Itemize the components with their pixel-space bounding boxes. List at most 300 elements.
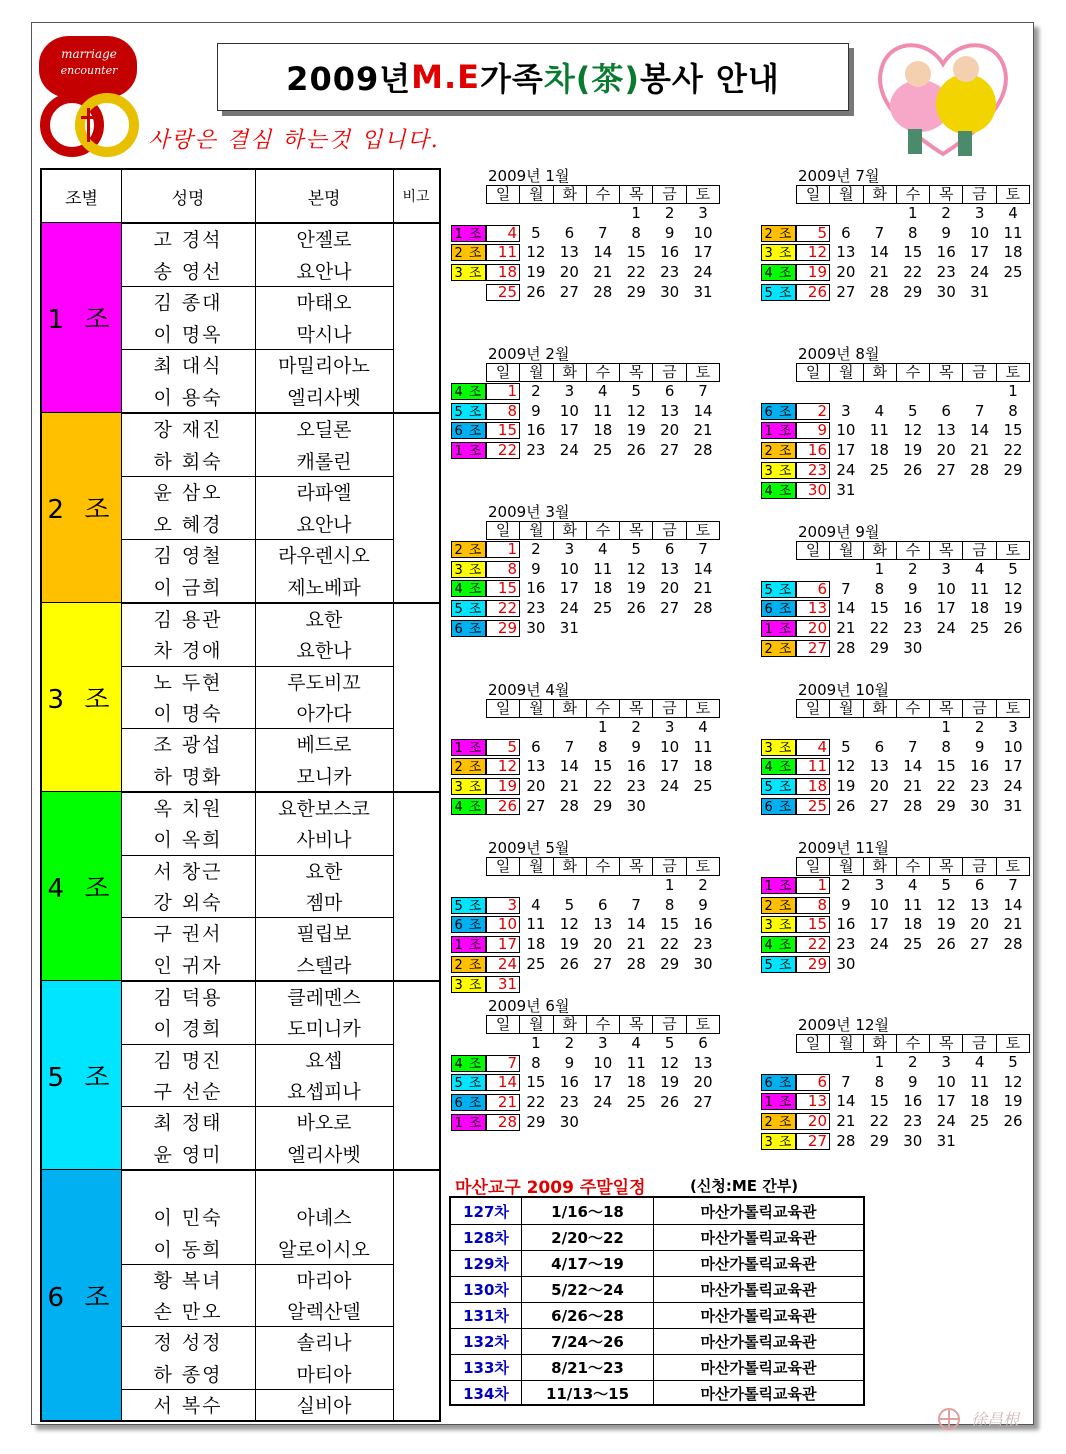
weekday-label: 금 [962,1035,995,1052]
sunday-date: 13 [796,1093,830,1110]
member-baptismal-name: 필립보 [296,923,352,946]
schedule-date: 2/20～22 [521,1225,653,1250]
group-badge: 2 조 [761,897,796,914]
member-name: 김 명진 [153,1049,223,1072]
group-badge: 1 조 [761,877,796,894]
member-baptismal-name: 마태오 [296,292,352,315]
calendar-date: 29 [593,796,613,815]
group-badge: 3 조 [451,561,486,578]
sunday-date: 29 [486,620,520,637]
sunday-date: 4 [486,225,520,242]
member-name: 구 권서 [153,923,223,946]
weekday-label: 화 [553,1016,586,1033]
sunday-date: 10 [486,916,520,933]
calendar-weekday-header [486,521,720,540]
calendar-date: 8 [941,737,951,756]
group-label-3: 3 조 [42,603,121,791]
group-badge: 6 조 [761,403,796,420]
weekday-label: 일 [495,857,511,875]
calendar-date: 4 [974,1053,985,1071]
weekday-label: 월 [519,364,552,381]
calendar-date: 20 [660,579,680,598]
sunday-date: 8 [796,897,830,914]
calendar-date: 12 [660,1053,680,1072]
calendar-date: 27 [559,282,579,301]
weekday-label: 일 [495,363,511,381]
member-baptismal-name: 젬마 [305,892,343,915]
calendar-date: 1 [598,718,608,736]
calendar-date: 21 [1003,915,1023,934]
member-baptismal-name: 제노베파 [287,576,361,599]
weekday-label: 월 [829,858,862,875]
calendar-weekday-header [796,857,1030,876]
calendar-date: 21 [836,1112,856,1131]
calendar-date: 25 [970,619,990,638]
member-name: 김 용관 [153,609,223,632]
calendar-date: 22 [626,263,646,282]
group-badge: 5 조 [761,956,796,973]
member-name: 구 선순 [153,1081,223,1104]
calendar-date: 19 [936,915,956,934]
calendar-date: 22 [1003,441,1023,460]
sunday-date: 4 [796,739,830,756]
weekday-label: 토 [996,858,1029,875]
calendar-date: 10 [836,421,856,440]
calendar-date: 26 [1003,1112,1023,1131]
calendar-date: 19 [660,1073,680,1092]
calendar-date: 21 [970,441,990,460]
calendar-title: 2009년 1월 [488,167,570,185]
calendar-date: 21 [693,421,713,440]
calendar-date: 23 [970,777,990,796]
weekday-label: 일 [805,1034,821,1052]
calendar-date: 28 [559,796,579,815]
calendar-date: 17 [693,243,713,262]
calendar-date: 11 [626,1053,646,1072]
group-badge: 6 조 [451,422,486,439]
weekday-label: 수 [586,364,619,381]
sunday-date: 15 [486,422,520,439]
weekday-label: 월 [519,186,552,203]
calendar-date: 31 [936,1131,956,1150]
calendar-date: 9 [531,401,541,420]
member-baptismal-name: 요한 [305,860,343,883]
calendar-date: 13 [693,1053,713,1072]
member-baptismal-name: 모니카 [296,765,352,788]
group-badge: 2 조 [451,244,486,261]
weekday-label: 월 [519,522,552,539]
calendar-date: 29 [626,282,646,301]
member-baptismal-name [255,1170,393,1201]
calendar-date: 24 [593,1093,613,1112]
calendar-date: 8 [874,1072,885,1091]
group-badge: 1 조 [451,1114,486,1131]
calendar-title: 2009년 5월 [488,839,570,857]
member-name: 인 귀자 [153,954,223,977]
stamp-logo [937,1404,1033,1434]
logo-text-1: marriage [61,47,117,61]
calendar-date: 12 [626,401,646,420]
group-badge: 4 조 [761,264,796,281]
member-baptismal-name: 엘리사벳 [287,1143,361,1166]
roster-header-0: 조별 [65,188,98,209]
calendar-date: 5 [631,540,641,558]
calendar-date: 12 [526,243,546,262]
calendar-date: 26 [626,441,646,460]
calendar-date: 7 [564,737,575,756]
calendar-date: 4 [598,540,608,558]
sunday-date: 27 [796,640,830,657]
calendar-date: 5 [1008,560,1018,578]
calendar-date: 24 [836,460,856,479]
member-name: 이 민숙 [153,1207,223,1230]
sunday-date: 22 [486,600,520,617]
group-badge: 3 조 [761,462,796,479]
weekday-label: 월 [519,858,552,875]
calendar-date: 4 [874,401,885,420]
member-baptismal-name: 요한보스코 [278,798,370,821]
schedule-venue: 마산가톨릭교육관 [653,1355,863,1380]
calendar-date: 29 [869,1131,889,1150]
calendar-date: 15 [936,757,956,776]
calendar-date: 9 [531,559,541,578]
calendar-date: 10 [593,1053,613,1072]
title-year: 2009년 [286,60,412,98]
calendar-date: 11 [970,1072,990,1091]
calendar-date: 30 [903,638,923,657]
group-badge: 3 조 [761,1133,796,1150]
schedule-venue: 마산가톨릭교육관 [653,1251,863,1276]
weekday-label: 일 [495,185,511,203]
calendar-date: 22 [936,777,956,796]
member-baptismal-name: 마밀리아노 [278,355,370,378]
group-badge: 2 조 [451,956,486,973]
calendar-date: 19 [903,441,923,460]
svg-text:徐昌根: 徐昌根 [970,1410,1020,1429]
calendar-date: 7 [1008,876,1018,894]
member-name: 최 대식 [153,355,223,378]
member-name: 김 덕용 [153,987,223,1010]
member-name: 이 옥희 [153,829,223,852]
calendar-date: 9 [631,737,641,756]
calendar-weekday-header [486,1015,720,1034]
calendar-date: 19 [626,579,646,598]
calendar-date: 14 [1003,895,1023,914]
weekday-label: 화 [863,1035,896,1052]
calendar-date: 26 [903,460,923,479]
calendar-date: 7 [698,382,708,400]
calendar-date: 28 [1003,935,1023,954]
calendar-date: 8 [908,223,918,242]
weekday-label: 금 [962,364,995,381]
calendar-date: 20 [526,777,546,796]
calendar-date: 30 [660,282,680,301]
calendar-date: 7 [908,737,918,756]
sunday-date: 20 [796,1113,830,1130]
group-badge: 4 조 [761,936,796,953]
calendar-date: 3 [598,1034,608,1052]
calendar-date: 20 [593,935,613,954]
calendar-date: 17 [593,1073,613,1092]
member-name: 윤 영미 [153,1143,223,1166]
weekday-label: 수 [586,1016,619,1033]
calendar-date: 4 [598,382,608,400]
sunday-date: 29 [796,956,830,973]
calendar-date: 8 [598,737,608,756]
calendar-date: 16 [836,915,856,934]
calendar-date: 14 [693,559,713,578]
weekday-label: 화 [553,522,586,539]
member-name: 하 종영 [153,1363,223,1386]
calendar-weekday-header [796,185,1030,204]
calendar-month-10 [758,682,1028,822]
calendar-date: 5 [941,876,951,894]
calendar-date: 31 [1003,796,1023,815]
sunday-date: 2 [796,403,830,420]
weekday-label: 목 [619,700,652,717]
sunday-date: 25 [486,284,520,301]
sunday-date: 8 [486,561,520,578]
weekday-label: 수 [896,542,929,559]
calendar-month-8 [758,345,1028,499]
calendar-date: 24 [936,1112,956,1131]
member-name: 이 명옥 [153,323,223,346]
calendar-title: 2009년 12월 [798,1016,890,1034]
member-baptismal-name: 루도비꼬 [287,671,361,694]
calendar-date: 7 [841,1072,851,1091]
calendar-weekday-header [796,541,1030,560]
calendar-date: 10 [559,559,579,578]
calendar-date: 9 [974,737,985,756]
member-name: 서 복수 [153,1394,223,1417]
calendar-date: 13 [936,421,956,440]
calendar-date: 18 [593,579,613,598]
weekday-label: 수 [896,364,929,381]
group-badge: 1 조 [451,739,486,756]
weekday-label: 일 [805,699,821,717]
member-baptismal-name: 바오로 [296,1112,352,1135]
page-title [217,43,849,111]
member-baptismal-name: 요안나 [296,513,352,536]
calendar-date: 2 [908,560,918,578]
calendar-date: 30 [936,282,956,301]
calendar-date: 10 [693,223,713,242]
weekday-label: 월 [829,700,862,717]
schedule-title: 마산교구 2009 주말일정 [455,1178,646,1198]
weekday-label: 목 [619,186,652,203]
schedule-venue: 마산가톨릭교육관 [653,1277,863,1302]
calendar-date: 2 [531,540,541,558]
group-badge: 6 조 [761,1074,796,1091]
calendar-date: 22 [593,777,613,796]
calendar-date: 24 [559,441,579,460]
sunday-date: 26 [486,798,520,815]
roster-header-3: 비고 [402,189,430,205]
group-label-1: 1 조 [42,223,121,412]
calendar-month-6 [448,998,718,1138]
calendar-date: 27 [693,1093,713,1112]
sunday-date: 22 [486,442,520,459]
calendar-date: 14 [869,243,889,262]
sunday-date: 1 [796,877,830,894]
calendar-date: 30 [559,1112,579,1131]
calendar-date: 2 [531,382,541,400]
calendar-date: 18 [626,1073,646,1092]
group-badge: 6 조 [451,620,486,637]
group-label-4: 4 조 [42,792,121,980]
member-baptismal-name: 사비나 [296,829,352,852]
group-label-5: 5 조 [42,981,121,1169]
calendar-date: 1 [908,204,918,222]
calendar-date: 27 [836,282,856,301]
calendar-date: 21 [903,777,923,796]
member-baptismal-name: 라우렌시오 [278,545,370,568]
weekday-label: 일 [495,699,511,717]
calendar-date: 14 [626,915,646,934]
schedule-session: 128차 [463,1229,509,1247]
group-badge: 3 조 [761,244,796,261]
calendar-date: 23 [903,1112,923,1131]
member-name: 조 광섭 [153,734,223,757]
sunday-date: 14 [486,1074,520,1091]
calendar-date: 10 [1003,737,1023,756]
member-name: 옥 치원 [153,798,223,821]
sunday-date: 27 [796,1133,830,1150]
calendar-date: 9 [941,223,951,242]
calendar-date: 27 [869,796,889,815]
member-name: 노 두현 [153,671,223,694]
weekday-label: 수 [896,858,929,875]
calendar-date: 28 [693,599,713,618]
member-baptismal-name: 라파엘 [296,482,352,505]
calendar-date: 15 [593,757,613,776]
calendar-date: 28 [970,460,990,479]
calendar-date: 11 [693,737,713,756]
member-baptismal-name: 스텔라 [296,954,352,977]
calendar-date: 18 [903,915,923,934]
member-baptismal-name: 실비아 [296,1394,352,1417]
calendar-date: 3 [941,560,951,578]
calendar-date: 19 [836,777,856,796]
weekday-label: 금 [962,700,995,717]
weekday-label: 목 [929,542,962,559]
weekday-label: 수 [586,858,619,875]
calendar-date: 12 [559,915,579,934]
weekday-label: 월 [829,186,862,203]
calendar-weekday-header [796,699,1030,718]
weekday-label: 화 [863,186,896,203]
calendar-date: 16 [903,599,923,618]
sunday-date: 12 [486,758,520,775]
weekday-label: 금 [652,700,685,717]
calendar-weekday-header [486,699,720,718]
calendar-month-9 [758,524,1028,664]
sunday-date: 16 [796,442,830,459]
weekday-label: 목 [619,522,652,539]
calendar-date: 31 [836,480,856,499]
calendar-date: 20 [970,915,990,934]
calendar-title: 2009년 4월 [488,681,570,699]
calendar-date: 10 [970,223,990,242]
calendar-date: 3 [974,204,985,222]
group-badge: 2 조 [451,541,486,558]
calendar-date: 10 [869,895,889,914]
member-baptismal-name: 요한 [305,609,343,632]
calendar-date: 25 [526,954,546,973]
group-badge: 5 조 [451,1074,486,1091]
calendar-date: 25 [903,935,923,954]
title-me: M.E [411,58,481,96]
weekday-label: 목 [619,1016,652,1033]
calendar-date: 5 [841,737,851,756]
calendar-date: 25 [693,777,713,796]
calendar-date: 16 [970,757,990,776]
calendar-date: 23 [693,935,713,954]
calendar-date: 25 [970,1112,990,1131]
group-badge: 5 조 [451,897,486,914]
calendar-date: 16 [626,757,646,776]
member-baptismal-name: 요셉 [305,1049,343,1072]
member-baptismal-name: 클레멘스 [287,987,361,1010]
calendar-date: 25 [593,441,613,460]
calendar-date: 17 [1003,757,1023,776]
calendar-date: 31 [970,282,990,301]
schedule-date: 5/22～24 [521,1277,653,1302]
weekday-label: 화 [553,364,586,381]
calendar-date: 23 [936,263,956,282]
calendar-month-7 [758,168,1028,308]
calendar-date: 16 [903,1092,923,1111]
weekday-label: 금 [652,186,685,203]
sunday-date: 5 [486,739,520,756]
calendar-date: 6 [974,876,985,894]
group-badge: 6 조 [761,600,796,617]
calendar-weekday-header [486,857,720,876]
sunday-date: 11 [796,758,830,775]
calendar-date: 7 [974,401,985,420]
calendar-date: 24 [936,619,956,638]
calendar-month-2 [448,346,718,486]
group-badge: 4 조 [761,482,796,499]
member-name: 황 복녀 [153,1269,223,1292]
calendar-date: 21 [559,777,579,796]
calendar-date: 30 [903,1131,923,1150]
group-badge: 4 조 [451,580,486,597]
calendar-date: 18 [970,599,990,618]
weekday-label: 월 [829,542,862,559]
calendar-date: 29 [936,796,956,815]
calendar-date: 14 [836,1092,856,1111]
member-name: 하 회숙 [153,450,223,473]
weekday-label: 토 [686,522,719,539]
calendar-date: 3 [564,382,575,400]
calendar-date: 19 [626,421,646,440]
member-baptismal-name: 막시나 [296,323,352,346]
sunday-date: 20 [796,620,830,637]
calendar-month-3 [448,504,718,644]
group-badge: 2 조 [761,1113,796,1130]
calendar-date: 14 [903,757,923,776]
calendar-date: 25 [626,1093,646,1112]
calendar-date: 14 [970,421,990,440]
weekday-label: 일 [805,541,821,559]
sunday-date: 18 [796,778,830,795]
calendar-date: 19 [526,263,546,282]
calendar-date: 3 [564,540,575,558]
weekday-label: 월 [519,1016,552,1033]
calendar-date: 3 [1008,718,1018,736]
weekday-label: 수 [896,1035,929,1052]
